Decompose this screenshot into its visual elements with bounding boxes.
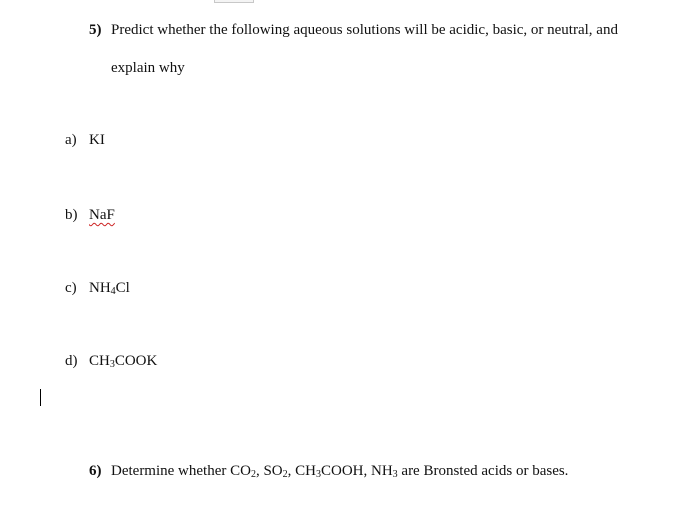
question-5-text: Predict whether the following aqueous solutions will be acidic, basic, or neutral, and — [111, 22, 618, 38]
question-5-line-2 — [111, 59, 185, 77]
item-c-label: c) — [65, 280, 77, 296]
text-cursor[interactable] — [40, 389, 41, 406]
question-5-line-1 — [89, 21, 618, 39]
item-b-text: NaF — [89, 207, 115, 223]
item-d-label: d) — [65, 353, 78, 369]
question-5-number: 5) — [89, 22, 102, 38]
question-6 — [89, 462, 568, 480]
item-a-label: a) — [65, 132, 77, 148]
question-6-text: Determine whether $CO_2$, $SO_2$, $CH_3COOH$, $NH_3$ are Bronsted acids or bases. — [111, 463, 569, 480]
item-d-text: $CH_3COOK$ — [89, 353, 158, 370]
item-b — [65, 206, 115, 224]
question-5-text-continued: explain why — [111, 60, 185, 76]
item-c-text: $NH_4Cl$ — [89, 280, 130, 297]
item-b-label: b) — [65, 207, 78, 223]
page-top-tab — [214, 0, 254, 3]
item-a — [65, 131, 105, 149]
question-6-number: 6) — [89, 463, 102, 479]
item-d — [65, 352, 157, 370]
item-a-text: KI — [89, 132, 105, 148]
item-c — [65, 279, 130, 297]
